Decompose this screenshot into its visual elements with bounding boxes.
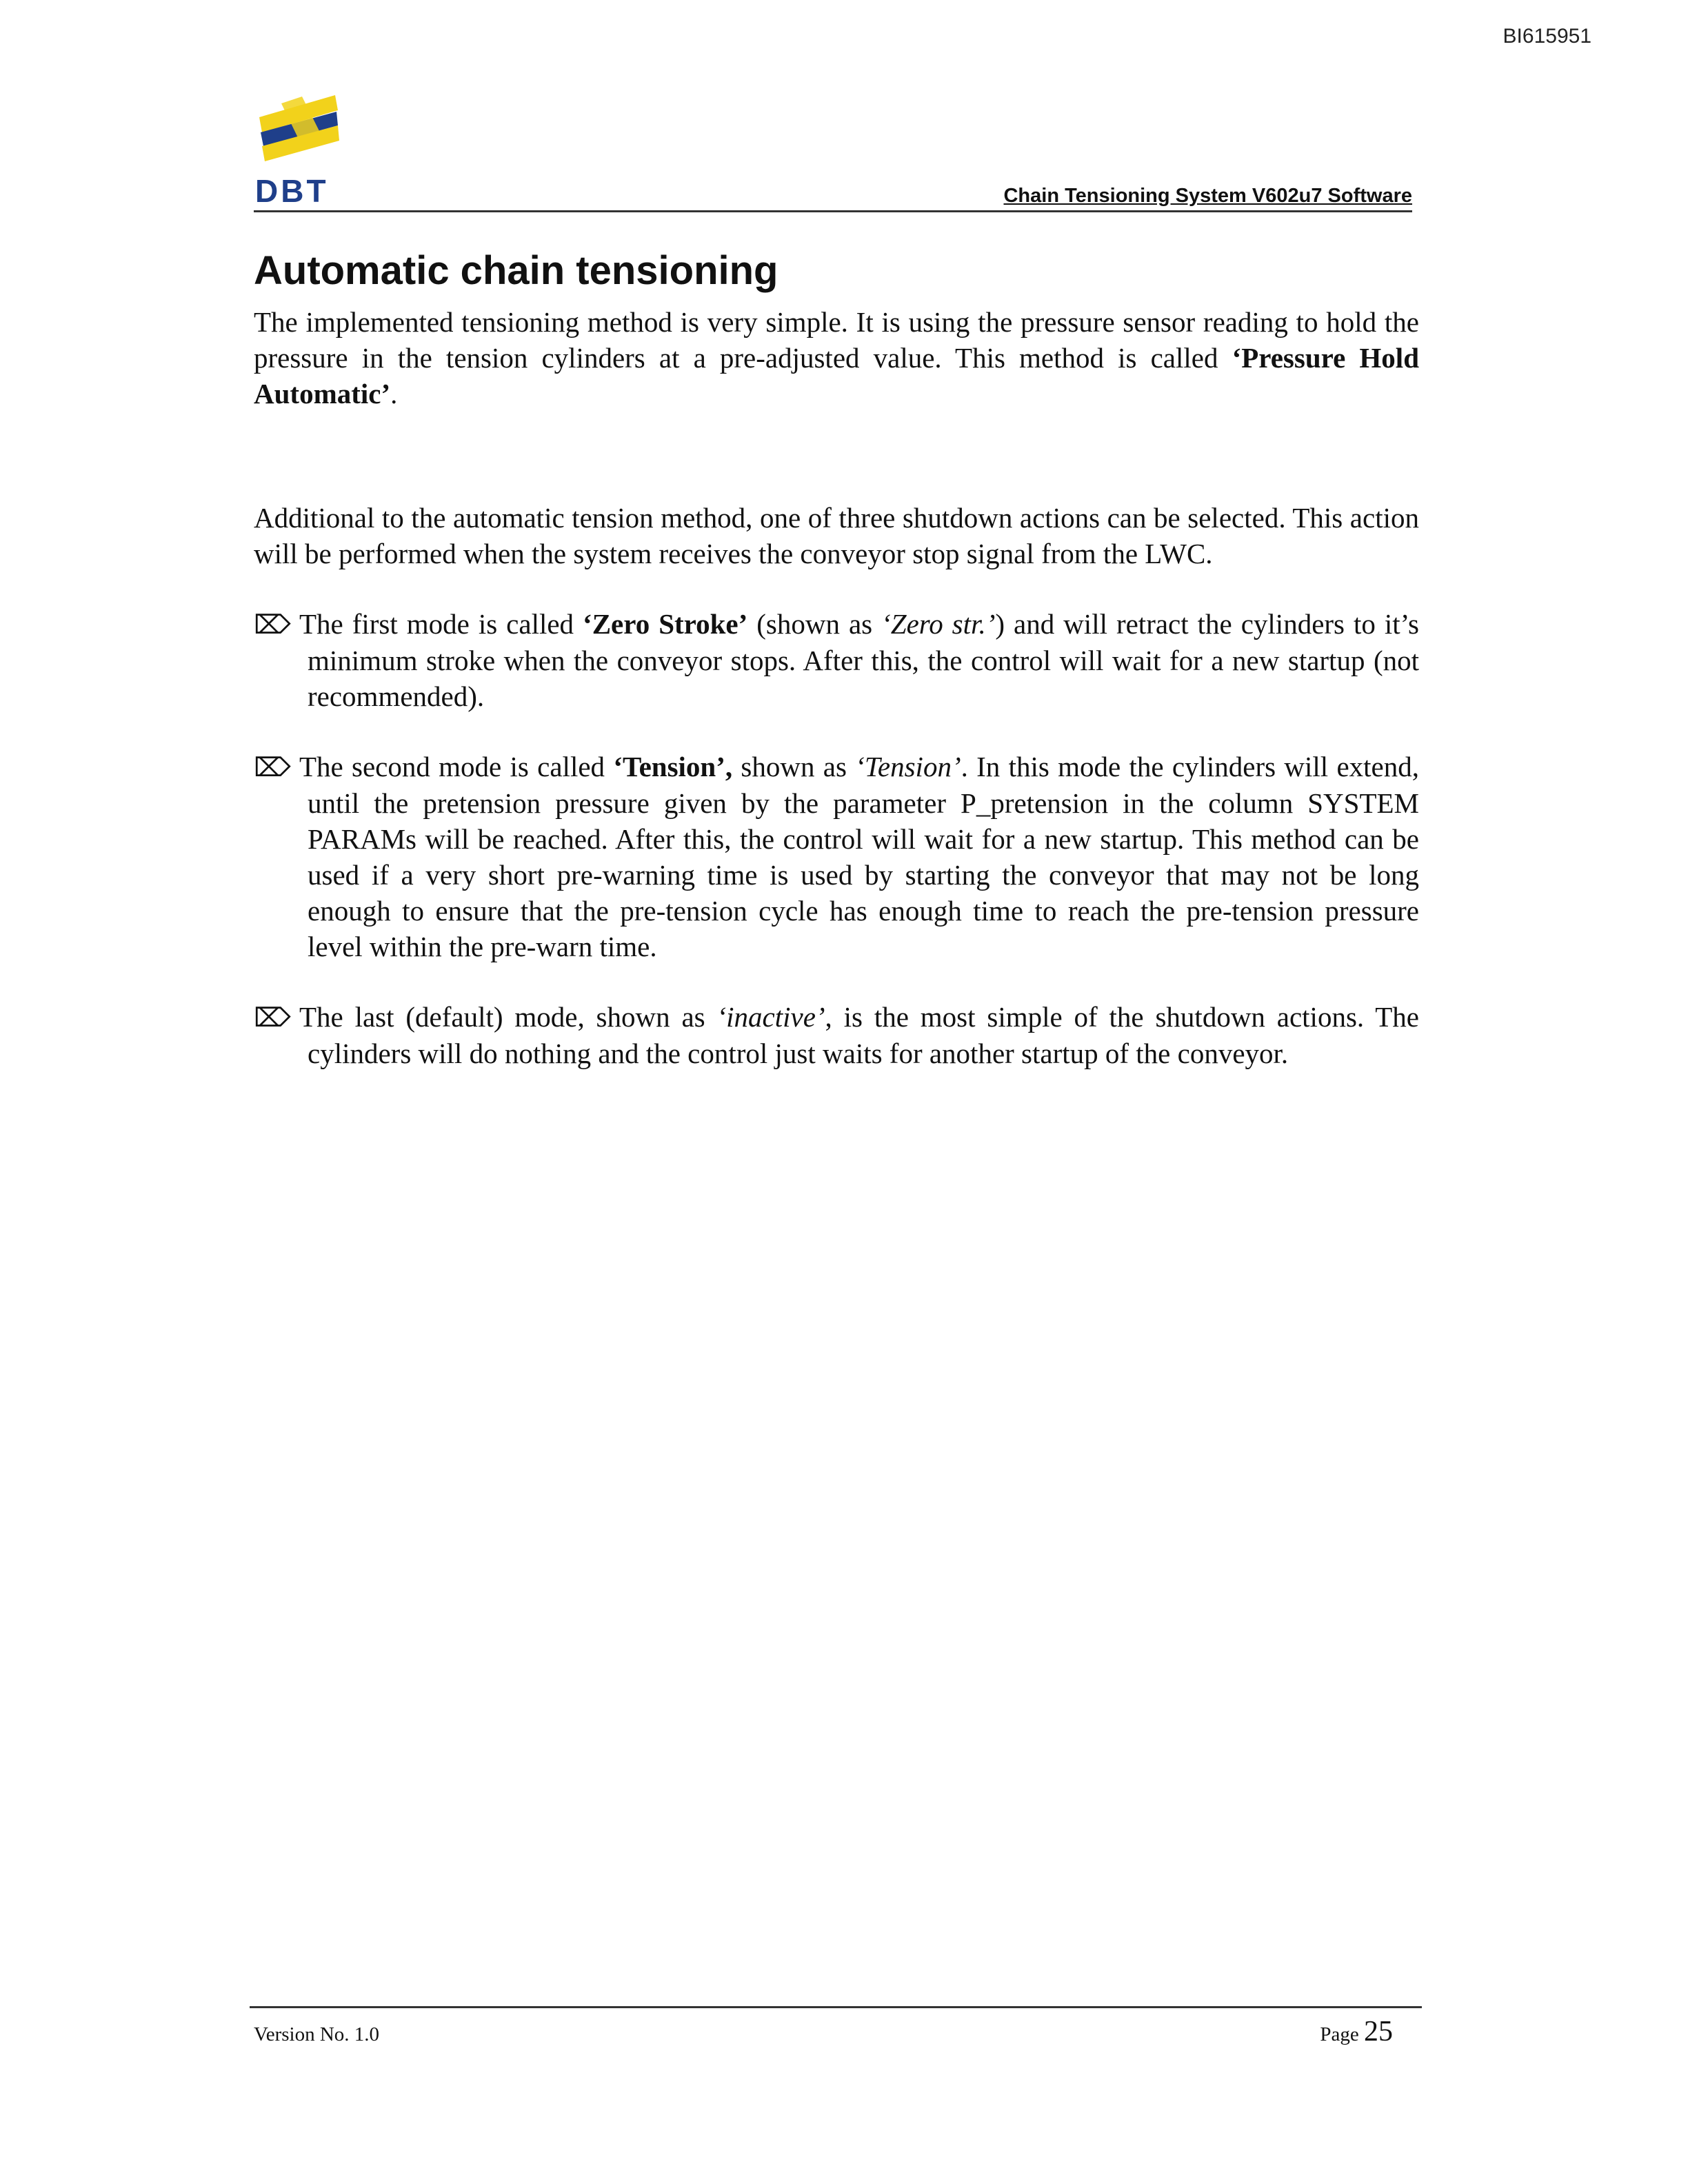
bullet-rest: ) and will retract the cylinders to it’s minimum stroke when the conveyor stops. After this, the control will wait for a new startup (not recommended). bbox=[308, 607, 1419, 712]
document-id: BI615951 bbox=[1503, 25, 1591, 48]
bullet-italic: ‘inactive’ bbox=[716, 1000, 825, 1033]
bullet-bold: ‘Zero Stroke’ bbox=[583, 607, 748, 640]
intro-text: The implemented tensioning method is very simple. It is using the pressure sensor reading to hold the pressure in the tension cylinders at a pre-adjusted value. This method is called bbox=[254, 305, 1419, 374]
bullet-bold: ‘Tension’, bbox=[613, 750, 733, 782]
bullet-box-icon: ⌦ bbox=[254, 609, 291, 640]
bullet-mid: (shown as bbox=[747, 607, 882, 640]
page-label: Page bbox=[1320, 2023, 1359, 2045]
bullet-rest: , is the most simple of the shutdown actions. The cylinders will do nothing and the control just waits for another startup of the conveyor. bbox=[308, 1000, 1420, 1069]
bullet-box-icon: ⌦ bbox=[254, 1002, 291, 1033]
bullet-zero-stroke bbox=[254, 606, 1419, 714]
intro-bold-term: ‘Pressure Hold Automatic’ bbox=[254, 341, 1419, 410]
footer-page bbox=[1320, 2015, 1393, 2048]
intro-paragraph-1 bbox=[254, 304, 1419, 412]
header-title: Chain Tensioning System V602u7 Software bbox=[1003, 185, 1412, 207]
bullet-mid: shown as bbox=[732, 750, 856, 782]
bullet-rest: . In this mode the cylinders will extend, until the pretension pressure given by the parameter P_pretension in the column SYSTEM PARAMs will be reached. After this, the control will wait for a new startup. This method can be used if a very short pre-warning time is used by starting the conveyor that may not be long enough to ensure that the pre-tension cycle has enough time to reach the pre-tension pressure level within the pre-warn time. bbox=[308, 750, 1420, 962]
bullet-inactive bbox=[254, 999, 1419, 1071]
bullet-lead: The second mode is called bbox=[299, 750, 614, 782]
section-heading: Automatic chain tensioning bbox=[254, 248, 778, 293]
dbt-logo-icon bbox=[254, 90, 343, 172]
bullet-italic: ‘Tension’ bbox=[855, 750, 961, 782]
bullet-lead: The first mode is called bbox=[299, 607, 583, 640]
page-header bbox=[254, 90, 1412, 212]
bullet-italic: ‘Zero str.’ bbox=[881, 607, 996, 640]
bullet-tension bbox=[254, 749, 1419, 964]
logo-text: DBT bbox=[255, 173, 329, 209]
intro-end: . bbox=[390, 377, 398, 410]
intro-paragraph-2: Additional to the automatic tension method, one of three shutdown actions can be selected. This action will be performed when the system receives the conveyor stop signal from the LWC. bbox=[254, 501, 1419, 569]
main-content bbox=[254, 248, 1419, 1071]
page-footer bbox=[250, 2006, 1422, 2048]
dbt-logo bbox=[254, 90, 343, 207]
bullet-lead: The last (default) mode, shown as bbox=[299, 1000, 717, 1033]
footer-version: Version No. 1.0 bbox=[254, 2023, 380, 2045]
page-number: 25 bbox=[1364, 2016, 1393, 2048]
bullet-box-icon: ⌦ bbox=[254, 751, 291, 782]
